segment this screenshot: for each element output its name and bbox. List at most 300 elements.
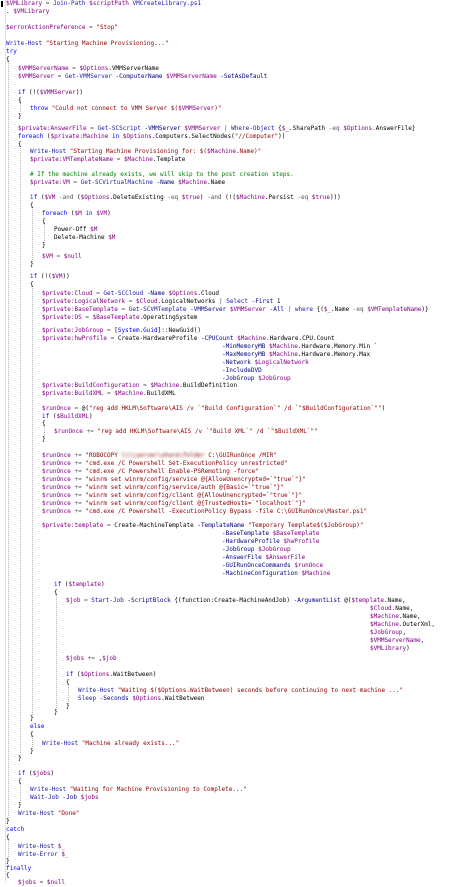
code-line [42, 218, 46, 226]
code-token: += [70, 492, 86, 499]
code-line [18, 770, 54, 778]
code-token: += [70, 468, 86, 475]
code-token: += [70, 476, 86, 483]
code-token: "cmd.exe /C Powershell Enable-PSRemoting -force" [85, 468, 259, 475]
code-token: $_ [323, 306, 332, 313]
code-token: ) [406, 645, 410, 652]
code-token: if [30, 273, 38, 280]
code-line [54, 709, 58, 717]
code-token: = [42, 0, 53, 7]
indent-guide [8, 60, 9, 820]
code-token: "//Computer" [234, 133, 279, 140]
indent-guide [20, 145, 21, 757]
code-token: $runOnce [42, 468, 71, 475]
code-line [66, 597, 406, 605]
code-token: if [66, 671, 74, 678]
code-line [18, 879, 65, 887]
code-line [30, 794, 99, 802]
code-token: -ArgumentList [293, 597, 345, 604]
code-token: .Cloud [197, 290, 220, 297]
code-token: $runOnce [42, 452, 71, 459]
code-line [30, 273, 70, 281]
code-line [30, 171, 294, 179]
code-line [42, 253, 82, 261]
code-line [30, 723, 44, 731]
code-token: "winrm set winrm/config/client @{AllowUnencrypted=`"true`"}" [85, 492, 303, 499]
code-token: } [30, 715, 34, 722]
code-token: . [6, 8, 14, 15]
code-line [6, 40, 169, 48]
code-token: -Job [58, 794, 81, 801]
code-token: } [42, 436, 46, 443]
code-token: = [103, 390, 115, 397]
code-token: = [52, 253, 64, 260]
code-token: $Machine [370, 621, 399, 628]
code-line [42, 436, 46, 444]
code-token: .Hardware.Memory.Min ` [297, 343, 378, 350]
code-token: .Name)" [235, 148, 262, 155]
code-token: $private:VMTemplateName [30, 156, 114, 163]
code-token: } [30, 261, 34, 268]
code-token: $AnswerFile [265, 554, 306, 561]
code-token: = [85, 24, 97, 31]
code-line [6, 56, 10, 64]
code-token: "ROBOCOPY [85, 452, 122, 459]
code-token: += [84, 655, 99, 662]
code-token: { [42, 218, 46, 225]
code-token: @( [344, 597, 352, 604]
code-token: = [81, 314, 93, 321]
code-token: { [18, 778, 22, 785]
code-token: in [81, 210, 97, 217]
editor-gutter [0, 0, 6, 882]
code-token: | [287, 306, 295, 313]
code-token: Power-Off [54, 226, 91, 233]
code-token: $runOnce [42, 508, 71, 515]
code-token: = [54, 73, 65, 80]
code-token: $VMMServer [18, 73, 55, 80]
code-token: { [30, 202, 34, 209]
code-line [222, 351, 370, 359]
code-token: Get-SCVirtualMachine [80, 179, 153, 186]
code-token: ) [50, 770, 55, 777]
code-line [42, 327, 201, 335]
code-token: $jobs [32, 770, 51, 777]
code-line [6, 818, 10, 826]
code-token: $Options [79, 65, 109, 72]
code-token: } [42, 242, 46, 249]
code-line [222, 562, 323, 570]
code-token: $VMMServerName [370, 637, 421, 644]
code-token: "Starting Machine Provisioning..." [45, 40, 169, 47]
code-token: $template [351, 597, 384, 604]
code-token: )) [278, 133, 286, 140]
code-token: "Waiting for Machine Provisioning to Complete..." [69, 786, 247, 793]
code-token: $runOnce [42, 405, 71, 412]
code-token: = [80, 597, 92, 604]
code-line [18, 843, 65, 851]
code-token: $private:BaseTemplate [42, 306, 118, 313]
code-token: } [66, 703, 70, 710]
code-line [6, 48, 17, 56]
code-token: -All [265, 306, 288, 313]
code-token: = [107, 335, 118, 342]
code-token: (!( [221, 194, 236, 201]
code-token: { [6, 872, 10, 879]
code-line [42, 460, 288, 468]
code-line [30, 731, 34, 739]
code-token: -JobGroup [222, 375, 259, 382]
code-token: $VMLibrary [370, 645, 407, 652]
code-token: , [420, 637, 425, 644]
code-token: System.Guid [117, 327, 158, 334]
code-token: -eq [352, 306, 364, 313]
code-token: ( [67, 210, 75, 217]
code-token: Write-Host [30, 148, 67, 155]
code-line [222, 343, 377, 351]
code-token: = [70, 405, 82, 412]
code-token: )} [421, 306, 429, 313]
code-token: ( [61, 581, 69, 588]
code-token: if [54, 581, 62, 588]
indent-guide [32, 285, 33, 717]
code-line [18, 851, 69, 859]
code-token: $Cloud [135, 298, 158, 305]
code-token: .DeleteExisting [109, 194, 168, 201]
code-line [6, 24, 118, 32]
code-token: Where-Object [231, 125, 275, 132]
code-token: )" [214, 105, 222, 112]
code-token: = [36, 879, 47, 886]
code-token: ) [381, 405, 386, 412]
code-token: where [294, 306, 313, 313]
code-token: $private:VM [30, 179, 70, 186]
code-token: ( [25, 770, 33, 777]
code-line [78, 687, 403, 695]
indent-guide [56, 593, 57, 710]
code-line [30, 194, 341, 202]
code-token: $Machine [370, 613, 399, 620]
code-token: $_ [57, 843, 65, 850]
code-line [18, 97, 22, 105]
code-token: $VMMServer [229, 306, 266, 313]
code-line [54, 234, 115, 242]
code-token: $_ [281, 125, 289, 132]
code-line [222, 367, 262, 375]
code-line [54, 428, 318, 436]
code-line [42, 484, 284, 492]
code-token: += [70, 452, 86, 459]
code-token: $Machine [236, 194, 265, 201]
code-token: .Name [331, 306, 353, 313]
code-token: -BaseTemplate [222, 530, 273, 537]
code-line [42, 382, 237, 390]
code-token: $LogicalNetwork [254, 359, 309, 366]
code-token: Get-VMMServer [64, 73, 112, 80]
code-token: $VM [96, 210, 108, 217]
code-token: $JobGroup [370, 629, 403, 636]
code-token: $Machine [207, 148, 236, 155]
code-token: @( [81, 405, 89, 412]
code-token: += [70, 484, 86, 491]
code-line [18, 113, 22, 121]
code-token: -MinMemoryMB [222, 343, 269, 350]
code-token: "Machine already exists..." [81, 740, 180, 747]
code-token: -Name [152, 179, 179, 186]
code-line [18, 73, 267, 81]
code-token: ( [77, 194, 81, 201]
code-token: $private:LogicalNetwork [42, 298, 126, 305]
code-token: -eq [297, 194, 309, 201]
code-token: $Machine [178, 179, 208, 186]
code-token: $JobGroup [258, 546, 291, 553]
code-token: $private:BuildConfiguration [42, 382, 140, 389]
code-token: $private:Machine [50, 133, 109, 140]
code-line [42, 476, 306, 484]
code-line [18, 755, 22, 763]
code-line [30, 148, 261, 156]
code-line [30, 261, 34, 269]
code-line [42, 290, 219, 298]
code-line [66, 703, 70, 711]
code-token: {(function:Create-MachineAndJob) [174, 597, 294, 604]
code-line [66, 671, 156, 679]
code-token: "reg add HKLM\Software\AIS /v `"Build Configuration`" /d `"$BuildConfiguration`"" [88, 405, 382, 412]
code-token: { [30, 281, 34, 288]
code-token: -VMMServer [186, 306, 230, 313]
code-token: .SharePath [289, 125, 329, 132]
code-token: foreach [42, 210, 68, 217]
code-token: | [220, 125, 232, 132]
code-token: { [6, 56, 10, 63]
code-token: $Machine [123, 156, 153, 163]
code-line [370, 605, 413, 613]
code-line [42, 306, 429, 314]
code-token: ) [100, 581, 105, 588]
indent-guide [32, 206, 33, 262]
code-token: $Machine [301, 570, 331, 577]
code-line [30, 786, 247, 794]
code-token: .OperatingSystem [139, 314, 198, 321]
code-token: $private:JobGroup [42, 327, 104, 334]
code-token: -SetAsDefault [216, 73, 268, 80]
code-token: $VMMServer [178, 105, 215, 112]
code-token: $Options [80, 194, 110, 201]
code-token: .Name, [391, 605, 414, 612]
code-token: "winrm set winrm/config/client @{TrustedHosts=`"localhost`"}" [85, 500, 306, 507]
code-token: "cmd.exe /C Powershell Set-ExecutionPolicy unrestricted" [85, 460, 288, 467]
code-line [370, 613, 421, 621]
code-token: += [70, 500, 86, 507]
code-token: $VM [44, 194, 56, 201]
code-line [6, 826, 24, 834]
code-token: $Machine [268, 343, 298, 350]
code-token: .Template [152, 156, 186, 163]
code-token: $private:OS [42, 314, 82, 321]
code-token: Write-Host [6, 40, 43, 47]
code-token: $BaseTemplate [272, 530, 320, 537]
code-line [18, 778, 22, 786]
code-token: [ [114, 327, 118, 334]
code-token: Select [226, 298, 248, 305]
code-token: -MaxMemoryMB [222, 351, 269, 358]
code-token: $Options [168, 290, 198, 297]
code-line [42, 314, 197, 322]
code-token: ]::NewGuid() [157, 327, 201, 334]
code-token: ))) [329, 194, 341, 201]
code-token: Start-Job [91, 597, 124, 604]
code-token: $JobGroup [258, 375, 291, 382]
code-token: -eq [328, 125, 340, 132]
code-token: .WaitBetween [161, 695, 205, 702]
code-token: -ScriptBlock [123, 597, 175, 604]
code-token: .BuildXML [143, 390, 176, 397]
code-token: $private:Cloud [42, 290, 93, 297]
code-line [18, 802, 22, 810]
code-token: -and [55, 194, 77, 201]
code-token: try [6, 48, 17, 55]
code-token: $job [66, 597, 81, 604]
code-token: .OuterXml, [398, 621, 436, 628]
code-line [42, 452, 277, 460]
code-token: = [125, 298, 136, 305]
code-token: = [92, 290, 104, 297]
code-token: "Done" [57, 810, 80, 817]
code-token: {( [312, 306, 324, 313]
code-line [18, 65, 159, 73]
code-token: (!( [25, 89, 40, 96]
code-line [30, 179, 225, 187]
code-token: Write-Host [18, 843, 55, 850]
code-token: Delete-Machine [54, 234, 109, 241]
code-token: Write-Host [42, 740, 79, 747]
code-line [42, 420, 46, 428]
code-token: -and [207, 194, 222, 201]
code-token: $runOnce [42, 492, 71, 499]
code-token: .Name [207, 179, 226, 186]
code-token: -Name [143, 290, 169, 297]
code-token: $null [63, 253, 82, 260]
code-line [222, 546, 291, 554]
code-line [66, 655, 117, 663]
code-token: $VMTemplateName [367, 306, 422, 313]
code-token: $runOnce [42, 500, 71, 507]
code-token: $runOnce [42, 460, 71, 467]
code-line [42, 210, 111, 218]
code-token: | [219, 298, 227, 305]
code-token: Write-Host [18, 810, 55, 817]
code-token: Sleep [78, 695, 97, 702]
code-token: Write-Host [78, 687, 115, 694]
code-line [222, 359, 309, 367]
code-token: -First [247, 298, 277, 305]
code-token: $jobs [66, 655, 85, 662]
code-token: $Options [132, 695, 162, 702]
code-token: $Cloud [370, 605, 392, 612]
code-line [18, 141, 22, 149]
code-line [78, 695, 204, 703]
code-token: "Stop" [96, 24, 119, 31]
code-token: $jobs [18, 879, 37, 886]
code-token: $runOnce [42, 484, 71, 491]
code-line [42, 508, 367, 516]
code-token: = [117, 306, 129, 313]
code-token: $jobs [80, 794, 99, 801]
code-line [54, 581, 105, 589]
text-cursor [1, 1, 3, 7]
code-line [30, 202, 34, 210]
code-token: { [66, 679, 70, 686]
code-token: = [103, 522, 115, 529]
code-line [42, 242, 46, 250]
code-token: { [18, 97, 22, 104]
code-line [370, 637, 424, 645]
code-token: )) [62, 273, 70, 280]
code-token: $Options [80, 671, 110, 678]
code-line [42, 413, 93, 421]
code-token: C:\GUIRunOnce /MIR" [204, 452, 277, 459]
code-token: = [68, 65, 80, 72]
code-line [54, 589, 58, 597]
code-token: += [70, 460, 86, 467]
code-line [42, 390, 176, 398]
code-token: $Machine [114, 390, 144, 397]
code-token: -GUIRunOnceCommands [222, 562, 295, 569]
code-token: $private:hwProfile [42, 335, 108, 342]
code-token: $VM [42, 253, 53, 260]
code-token: } [30, 748, 34, 755]
code-token: += [82, 428, 98, 435]
code-token: $private:template [42, 522, 104, 529]
code-token: -CPUCount [200, 335, 238, 342]
code-token: $M [74, 210, 82, 217]
code-token: # If the machine already exists, we will skip to the post creation steps. [30, 171, 294, 178]
code-token: -AnswerFile [222, 554, 266, 561]
code-token: } [6, 818, 10, 825]
code-token: .Computers.SelectNodes( [151, 133, 235, 140]
code-token: "winrm set winrm/config/service/auth @{Basic=`"true`"}" [85, 484, 285, 491]
code-line [6, 0, 201, 8]
code-token: ) [199, 194, 208, 201]
code-token: ( [49, 413, 57, 420]
code-token: Create-HardwareProfile [117, 335, 201, 342]
code-line [6, 865, 31, 873]
code-token: } [54, 709, 58, 716]
code-token: $VMMServerName [18, 65, 69, 72]
code-token: -IncludeDVD [222, 367, 262, 374]
code-line [30, 105, 221, 113]
code-line [42, 335, 335, 343]
code-token: += [70, 508, 86, 515]
code-token: $null [46, 879, 65, 886]
code-line [42, 522, 364, 530]
code-token: $VMMServerName [166, 73, 217, 80]
code-line [18, 89, 83, 97]
code-token: { [54, 589, 58, 596]
code-line [18, 133, 285, 141]
code-token: if [42, 413, 50, 420]
code-line [42, 740, 179, 748]
code-line [18, 125, 415, 133]
code-token: if [18, 770, 26, 777]
code-token: foreach [18, 133, 44, 140]
code-token: $Options [343, 125, 373, 132]
code-line [30, 715, 34, 723]
code-token: } [18, 755, 22, 762]
code-token: .Name, [398, 613, 421, 620]
code-token: ( [73, 671, 81, 678]
code-token: throw [30, 105, 49, 112]
